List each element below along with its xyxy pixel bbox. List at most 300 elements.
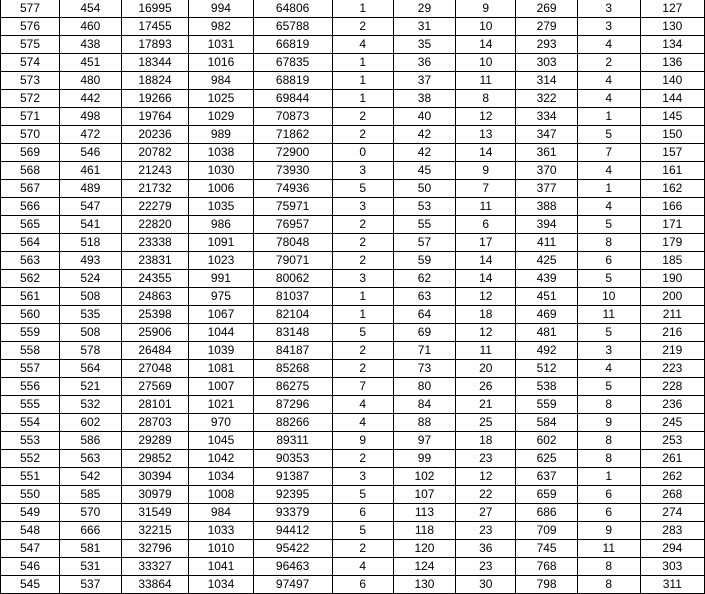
table-cell: 25398: [121, 306, 189, 324]
table-cell: 42: [393, 126, 456, 144]
table-row: [1, 270, 705, 288]
table-cell: 4: [577, 36, 640, 54]
table-cell: 18: [456, 306, 516, 324]
table-cell: 17893: [121, 36, 189, 54]
table-cell: 26: [456, 378, 516, 396]
table-cell: 1016: [189, 54, 253, 72]
table-cell: 451: [516, 288, 578, 306]
table-cell: 75971: [253, 198, 332, 216]
table-cell: 190: [640, 270, 704, 288]
table-cell: 96463: [253, 558, 332, 576]
table-cell: 228: [640, 378, 704, 396]
table-cell: 50: [393, 180, 456, 198]
table-cell: 69: [393, 324, 456, 342]
table-cell: 124: [393, 558, 456, 576]
table-cell: 83148: [253, 324, 332, 342]
table-row: [1, 450, 705, 468]
table-cell: 686: [516, 504, 578, 522]
table-cell: 4: [577, 162, 640, 180]
table-cell: 581: [60, 540, 122, 558]
table-cell: 571: [1, 108, 60, 126]
table-cell: 32796: [121, 540, 189, 558]
table-cell: 80062: [253, 270, 332, 288]
table-cell: 568: [1, 162, 60, 180]
table-cell: 3: [332, 162, 393, 180]
table-row: [1, 144, 705, 162]
table-cell: 274: [640, 504, 704, 522]
table-cell: 55: [393, 216, 456, 234]
table-cell: 5: [577, 378, 640, 396]
table-row: [1, 558, 705, 576]
table-cell: 16995: [121, 0, 189, 18]
table-cell: 28101: [121, 396, 189, 414]
table-cell: 493: [60, 252, 122, 270]
table-cell: 549: [1, 504, 60, 522]
table-cell: 564: [1, 234, 60, 252]
table-cell: 709: [516, 522, 578, 540]
table-cell: 38: [393, 90, 456, 108]
table-cell: 90353: [253, 450, 332, 468]
table-cell: 45: [393, 162, 456, 180]
table-cell: 2: [332, 216, 393, 234]
table-cell: 6: [332, 504, 393, 522]
table-cell: 11: [456, 198, 516, 216]
table-cell: 984: [189, 72, 253, 90]
table-cell: 1: [577, 468, 640, 486]
table-cell: 1: [332, 90, 393, 108]
table-cell: 81037: [253, 288, 332, 306]
table-cell: 12: [456, 324, 516, 342]
table-cell: 565: [1, 216, 60, 234]
table-cell: 88266: [253, 414, 332, 432]
table-cell: 87296: [253, 396, 332, 414]
table-cell: 6: [577, 486, 640, 504]
table-cell: 42: [393, 144, 456, 162]
table-cell: 21243: [121, 162, 189, 180]
table-cell: 130: [393, 576, 456, 594]
table-cell: 1021: [189, 396, 253, 414]
table-cell: 161: [640, 162, 704, 180]
table-cell: 294: [640, 540, 704, 558]
table-cell: 0: [332, 144, 393, 162]
table-cell: 53: [393, 198, 456, 216]
table-cell: 2: [332, 342, 393, 360]
table-cell: 23338: [121, 234, 189, 252]
table-cell: 71862: [253, 126, 332, 144]
table-cell: 564: [60, 360, 122, 378]
table-cell: 79071: [253, 252, 332, 270]
table-cell: 24355: [121, 270, 189, 288]
table-cell: 560: [1, 306, 60, 324]
table-cell: 63: [393, 288, 456, 306]
table-cell: 136: [640, 54, 704, 72]
table-cell: 113: [393, 504, 456, 522]
table-cell: 572: [1, 90, 60, 108]
table-cell: 975: [189, 288, 253, 306]
table-cell: 92395: [253, 486, 332, 504]
table-cell: 5: [577, 126, 640, 144]
table-row: [1, 522, 705, 540]
table-row: [1, 198, 705, 216]
table-row: [1, 504, 705, 522]
table-cell: 23831: [121, 252, 189, 270]
table-cell: 666: [60, 522, 122, 540]
table-cell: 442: [60, 90, 122, 108]
table-cell: 4: [332, 36, 393, 54]
table-cell: 157: [640, 144, 704, 162]
table-cell: 99: [393, 450, 456, 468]
table-cell: 1: [332, 54, 393, 72]
table-cell: 107: [393, 486, 456, 504]
table-cell: 200: [640, 288, 704, 306]
table-cell: 18: [456, 432, 516, 450]
table-cell: 20782: [121, 144, 189, 162]
table-row: [1, 306, 705, 324]
table-cell: 3: [332, 270, 393, 288]
table-cell: 268: [640, 486, 704, 504]
table-cell: 78048: [253, 234, 332, 252]
table-cell: 84187: [253, 342, 332, 360]
table-cell: 347: [516, 126, 578, 144]
table-cell: 6: [332, 576, 393, 594]
table-cell: 19266: [121, 90, 189, 108]
table-cell: 185: [640, 252, 704, 270]
table-cell: 69844: [253, 90, 332, 108]
table-cell: 454: [60, 0, 122, 18]
table-cell: 303: [640, 558, 704, 576]
table-cell: 553: [1, 432, 60, 450]
table-cell: 8: [577, 234, 640, 252]
table-cell: 508: [60, 288, 122, 306]
table-cell: 261: [640, 450, 704, 468]
table-cell: 1030: [189, 162, 253, 180]
table-cell: 303: [516, 54, 578, 72]
table-row: [1, 0, 705, 18]
table-cell: 438: [60, 36, 122, 54]
table-cell: 25: [456, 414, 516, 432]
table-cell: 10: [456, 18, 516, 36]
table-cell: 130: [640, 18, 704, 36]
table-cell: 991: [189, 270, 253, 288]
table-cell: 19764: [121, 108, 189, 126]
table-cell: 8: [577, 396, 640, 414]
table-cell: 20: [456, 360, 516, 378]
table-cell: 11: [456, 342, 516, 360]
table-cell: 555: [1, 396, 60, 414]
table-row: [1, 126, 705, 144]
table-cell: 27048: [121, 360, 189, 378]
table-cell: 11: [577, 540, 640, 558]
table-cell: 33327: [121, 558, 189, 576]
table-cell: 563: [60, 450, 122, 468]
table-cell: 84: [393, 396, 456, 414]
table-cell: 461: [60, 162, 122, 180]
table-cell: 1035: [189, 198, 253, 216]
table-cell: 14: [456, 144, 516, 162]
table-cell: 1091: [189, 234, 253, 252]
table-cell: 566: [1, 198, 60, 216]
table-cell: 361: [516, 144, 578, 162]
table-cell: 4: [577, 72, 640, 90]
table-cell: 95422: [253, 540, 332, 558]
table-cell: 12: [456, 468, 516, 486]
table-cell: 1023: [189, 252, 253, 270]
table-cell: 36: [456, 540, 516, 558]
table-cell: 11: [577, 306, 640, 324]
table-cell: 245: [640, 414, 704, 432]
table-cell: 984: [189, 504, 253, 522]
table-cell: 1: [577, 108, 640, 126]
table-cell: 72900: [253, 144, 332, 162]
table-cell: 577: [1, 0, 60, 18]
table-cell: 82104: [253, 306, 332, 324]
table-cell: 269: [516, 0, 578, 18]
table-cell: 10: [577, 288, 640, 306]
table-cell: 24863: [121, 288, 189, 306]
table-cell: 570: [60, 504, 122, 522]
table-cell: 97: [393, 432, 456, 450]
table-cell: 559: [516, 396, 578, 414]
table-cell: 171: [640, 216, 704, 234]
table-cell: 23: [456, 450, 516, 468]
table-cell: 569: [1, 144, 60, 162]
table-cell: 9: [577, 522, 640, 540]
table-cell: 986: [189, 216, 253, 234]
table-cell: 550: [1, 486, 60, 504]
table-cell: 637: [516, 468, 578, 486]
table-cell: 30: [456, 576, 516, 594]
table-cell: 2: [332, 126, 393, 144]
table-cell: 481: [516, 324, 578, 342]
table-cell: 62: [393, 270, 456, 288]
table-cell: 4: [577, 360, 640, 378]
table-cell: 1025: [189, 90, 253, 108]
table-cell: 370: [516, 162, 578, 180]
table-row: [1, 108, 705, 126]
table-cell: 12: [456, 288, 516, 306]
table-cell: 394: [516, 216, 578, 234]
table-cell: 562: [1, 270, 60, 288]
table-cell: 3: [577, 342, 640, 360]
table-cell: 2: [332, 450, 393, 468]
table-cell: 120: [393, 540, 456, 558]
table-cell: 5: [577, 216, 640, 234]
table-cell: 14: [456, 252, 516, 270]
table-cell: 557: [1, 360, 60, 378]
table-cell: 3: [577, 0, 640, 18]
table-cell: 262: [640, 468, 704, 486]
table-cell: 602: [60, 414, 122, 432]
table-cell: 10: [456, 54, 516, 72]
table-cell: 253: [640, 432, 704, 450]
table-cell: 1038: [189, 144, 253, 162]
table-cell: 460: [60, 18, 122, 36]
table-cell: 994: [189, 0, 253, 18]
table-cell: 542: [60, 468, 122, 486]
table-cell: 518: [60, 234, 122, 252]
table-cell: 37: [393, 72, 456, 90]
table-cell: 561: [1, 288, 60, 306]
table-cell: 4: [577, 90, 640, 108]
table-cell: 798: [516, 576, 578, 594]
table-cell: 216: [640, 324, 704, 342]
table-cell: 970: [189, 414, 253, 432]
table-cell: 11: [456, 72, 516, 90]
table-cell: 223: [640, 360, 704, 378]
table-row: [1, 432, 705, 450]
table-cell: 283: [640, 522, 704, 540]
table-cell: 17: [456, 234, 516, 252]
table-cell: 9: [456, 0, 516, 18]
table-cell: 6: [577, 504, 640, 522]
table-row: [1, 72, 705, 90]
table-cell: 279: [516, 18, 578, 36]
table-cell: 31: [393, 18, 456, 36]
table-row: [1, 396, 705, 414]
table-cell: 18344: [121, 54, 189, 72]
table-cell: 2: [332, 18, 393, 36]
table-cell: 23: [456, 558, 516, 576]
table-cell: 659: [516, 486, 578, 504]
table-row: [1, 288, 705, 306]
table-row: [1, 468, 705, 486]
table-cell: 554: [1, 414, 60, 432]
table-cell: 66819: [253, 36, 332, 54]
table-cell: 535: [60, 306, 122, 324]
table-cell: 7: [577, 144, 640, 162]
table-cell: 91387: [253, 468, 332, 486]
table-cell: 322: [516, 90, 578, 108]
table-cell: 8: [577, 450, 640, 468]
table-cell: 548: [1, 522, 60, 540]
table-cell: 1034: [189, 576, 253, 594]
table-cell: 575: [1, 36, 60, 54]
table-cell: 563: [1, 252, 60, 270]
table-row: [1, 540, 705, 558]
table-cell: 144: [640, 90, 704, 108]
table-cell: 3: [332, 468, 393, 486]
table-cell: 547: [60, 198, 122, 216]
table-cell: 311: [640, 576, 704, 594]
table-cell: 512: [516, 360, 578, 378]
table-cell: 8: [577, 432, 640, 450]
table-cell: 22: [456, 486, 516, 504]
table-cell: 67835: [253, 54, 332, 72]
table-cell: 377: [516, 180, 578, 198]
table-cell: 4: [332, 414, 393, 432]
table-cell: 27: [456, 504, 516, 522]
table-cell: 5: [577, 270, 640, 288]
table-row: [1, 180, 705, 198]
table-cell: 1067: [189, 306, 253, 324]
table-cell: 1029: [189, 108, 253, 126]
table-cell: 8: [456, 90, 516, 108]
table-cell: 7: [332, 378, 393, 396]
table-cell: 5: [332, 324, 393, 342]
table-cell: 6: [456, 216, 516, 234]
table-cell: 85268: [253, 360, 332, 378]
table-cell: 567: [1, 180, 60, 198]
table-cell: 13: [456, 126, 516, 144]
table-body: [1, 0, 705, 594]
table-cell: 3: [577, 18, 640, 36]
table-cell: 439: [516, 270, 578, 288]
table-cell: 29852: [121, 450, 189, 468]
table-cell: 17455: [121, 18, 189, 36]
table-cell: 7: [456, 180, 516, 198]
table-row: [1, 216, 705, 234]
table-cell: 2: [332, 234, 393, 252]
table-cell: 36: [393, 54, 456, 72]
table-cell: 18824: [121, 72, 189, 90]
table-cell: 1044: [189, 324, 253, 342]
table-cell: 71: [393, 342, 456, 360]
table-cell: 1081: [189, 360, 253, 378]
table-row: [1, 90, 705, 108]
table-cell: 547: [1, 540, 60, 558]
table-row: [1, 162, 705, 180]
table-cell: 20236: [121, 126, 189, 144]
table-cell: 508: [60, 324, 122, 342]
table-cell: 59: [393, 252, 456, 270]
table-cell: 14: [456, 36, 516, 54]
table-cell: 57: [393, 234, 456, 252]
table-cell: 768: [516, 558, 578, 576]
table-cell: 5: [332, 522, 393, 540]
table-cell: 492: [516, 342, 578, 360]
table-cell: 25906: [121, 324, 189, 342]
table-cell: 585: [60, 486, 122, 504]
table-cell: 573: [1, 72, 60, 90]
table-cell: 538: [516, 378, 578, 396]
table-cell: 29: [393, 0, 456, 18]
table-cell: 140: [640, 72, 704, 90]
table-cell: 1045: [189, 432, 253, 450]
table-cell: 211: [640, 306, 704, 324]
table-cell: 73: [393, 360, 456, 378]
table-row: [1, 486, 705, 504]
table-cell: 21732: [121, 180, 189, 198]
table-row: [1, 252, 705, 270]
table-cell: 293: [516, 36, 578, 54]
table-cell: 150: [640, 126, 704, 144]
table-row: [1, 342, 705, 360]
table-cell: 73930: [253, 162, 332, 180]
table-cell: 1: [332, 288, 393, 306]
table-cell: 80: [393, 378, 456, 396]
table-cell: 102: [393, 468, 456, 486]
table-cell: 574: [1, 54, 60, 72]
table-cell: 64806: [253, 0, 332, 18]
table-cell: 2: [332, 360, 393, 378]
table-cell: 552: [1, 450, 60, 468]
table-cell: 21: [456, 396, 516, 414]
table-cell: 9: [577, 414, 640, 432]
table-cell: 28703: [121, 414, 189, 432]
table-cell: 4: [577, 198, 640, 216]
table-cell: 8: [577, 576, 640, 594]
table-cell: 480: [60, 72, 122, 90]
table-row: [1, 54, 705, 72]
table-cell: 35: [393, 36, 456, 54]
table-cell: 236: [640, 396, 704, 414]
table-cell: 1: [332, 0, 393, 18]
table-cell: 1006: [189, 180, 253, 198]
table-cell: 578: [60, 342, 122, 360]
table-cell: 12: [456, 108, 516, 126]
table-cell: 745: [516, 540, 578, 558]
table-cell: 5: [332, 180, 393, 198]
